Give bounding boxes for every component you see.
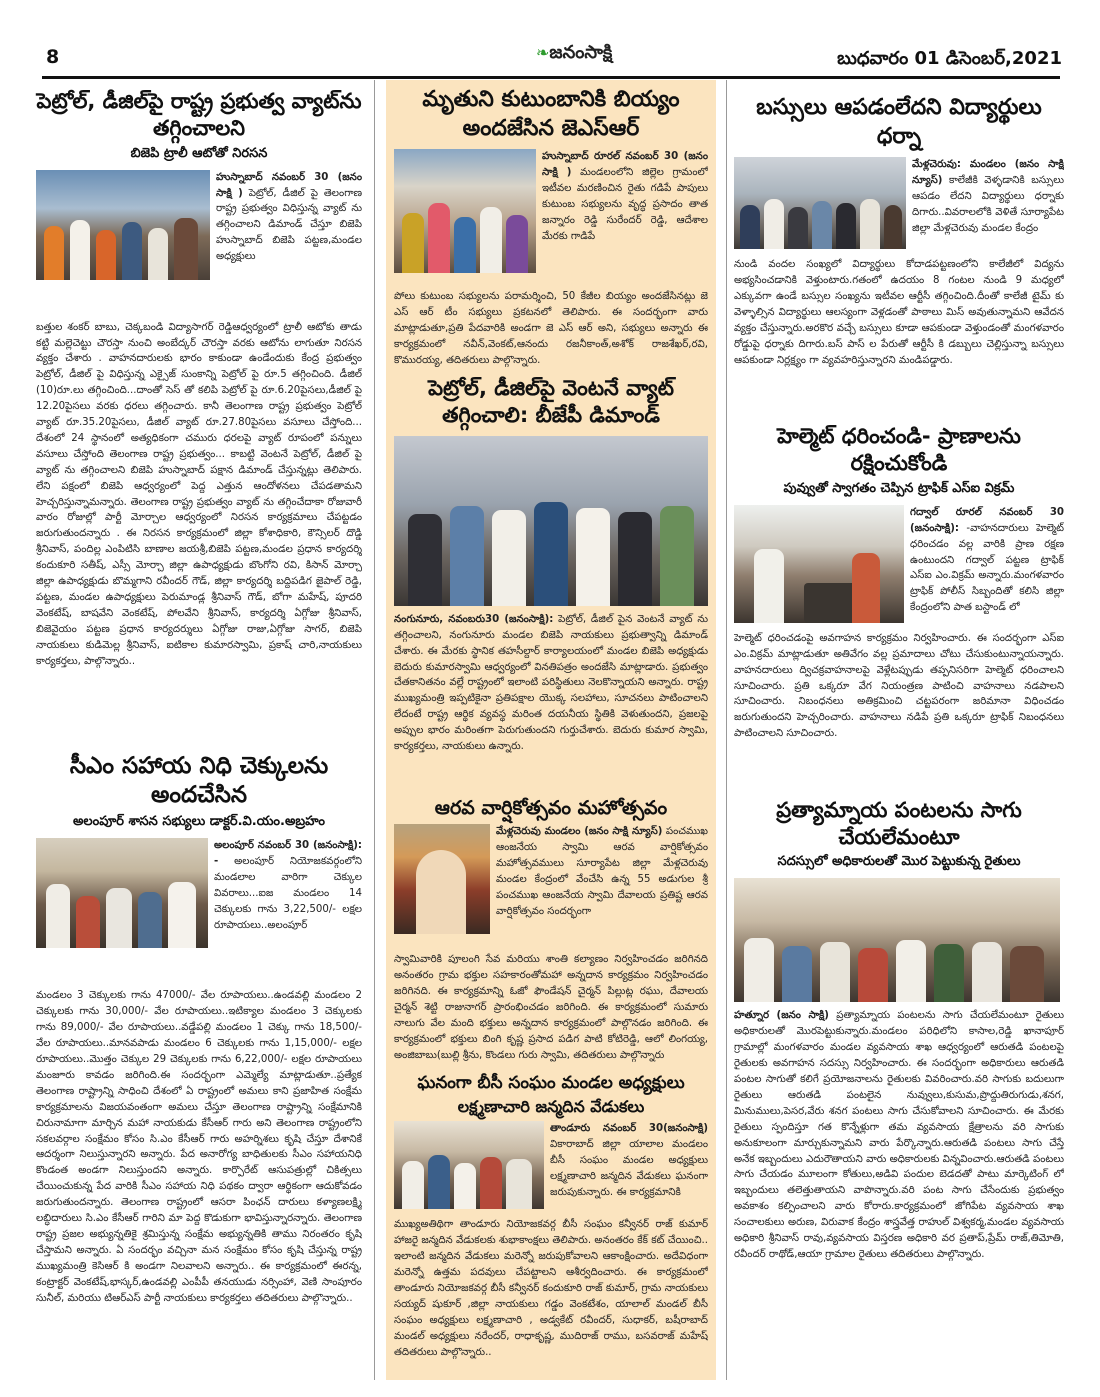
article-bc-birthday: [394, 1072, 708, 1365]
subheadline: బిజెపి ట్రాలీ ఆటోతో నిరసన: [130, 145, 268, 161]
article-body: ప్రత్యామ్నాయ పంటలను సాగు చేయలేమంటూ రైతులు అధికారులతో మొరపెట్టుకున్నారు.మండలం పరిధిలోని కాసాల,రెడ్డి ఖానాపూర్ గ్రామాల్లో మంగళవారం మండల వ్యవసాయ శాఖ ఆధ్వర్యంలో ఆరుతడి పంటలపై రైతులకు అవగాహన సదస్సు నిర్వహించారు. ఈ సందర్భంగా అధికారులు ఆరుతడి పంటల సాగుతో కలిగే ప్రయోజనాలను రైతులకు వివరించారు.వరి సాగుకు బదులుగా రైతులు ఆరుతడి పంటలైన నువ్వులు,కుసుమ,ప్రొద్దుతిరుగుడు,శనగ, మినుములు,పెసర,వేరు శనగ పంటలు సాగు చేసుకోవాలని సూచించారు. ఈ మేరకు రైతులు స్పందిస్తూ గత కొన్నేళ్లుగా తమ వ్యవసాయ క్షేత్రాలను వరి సాగుకు అనుకూలంగా మార్చుకున్నామని వారు పేర్కొన్నారు.ఆరుతడి పంటలు సాగు చేస్తే అనేక ఇబ్బందులు ఎదురౌతాయని వారు అధికారులకు విన్నవించారు.ఆరుతడి పంటలు సాగు చేయడం మూలంగా కోతులు,అడివి పందుల బెడదతో పాటు మార్కెటింగ్ లో ఇబ్బందులు తలెత్తుతాయని వాపొన్నారు.వరి పంట సాగు చేసేందుకు ప్రభుత్వం అవకాశం కల్పించాలని వారు కోరారు.కార్యక్రమంలో జోగిపేట వ్యవసాయ శాఖ సంచాలకులు అరుణ, విరువాక కేంద్రం శాస్త్రవేత్త రాహుల్ విశ్వకర్మ,మండల వ్యవసాయ అధికారి శ్రీనివాస్ రావు,వ్యవసాయ విస్తరణ అధికారి వర ప్రతాప్,ప్రేమ్ రాజ్,తిమోతి, రవీందర్ రాథోడ్,ఆయా గ్రామాల రైతులు తదితరులు పాల్గొన్నారు.: [734, 1010, 1064, 1260]
article-photo: [36, 170, 210, 280]
article-lead: పంచముఖ ఆంజనేయ స్వామి ఆరవ వార్షికోత్సవం మహోత్సవములు సూర్యాపేట జిల్లా మేళ్లచెరువు మండల కేంద్రంలో వేంచేసి ఉన్న 55 అడుగుల శ్రీ పంచముఖ ఆంజనేయ స్వామి దేవాలయ ప్రతిష్ట ఆరవ వార్షికోత్సవం సందర్భంగా: [496, 826, 708, 917]
newspaper-logo: ❧జనంసాక్షి: [536, 42, 613, 63]
subheadline: లక్ష్మణాచారి జన్మదిన వేడుకలు: [457, 1096, 645, 1116]
article-cm-relief-fund: [36, 752, 362, 1369]
article-body: మండలం 3 చెక్కులకు గాను 47000/- వేల రూపాయలు..ఉండవల్లి మండలం 2 చెక్కులకు గాను 30,000/- వేల రూపాయలు..ఇటిక్యాల మండలం 3 చెక్కులకు గాను 89,000/- వేల రూపాయలు..వడ్డేపల్లి మండలం 1 చెక్కు గాను 18,500/- వేల రూపాయలు..మానవపాడు మండలం 6 చెక్కులకు గాను 1,15,000/- లక్షల రూపాయలు..మొత్తం చెక్కుల 29 చెక్కులకు గాను 6,22,000/- లక్షల రూపాయలు మంజూరు కావడం జరిగింది.ఈ సందర్భంగా ఎమ్మెల్యే మాట్లాడుతూ..ప్రత్యేక తెలంగాణ రాష్ట్రాన్ని సాధించి దేశంలో ఏ రాష్ట్రంలో అమలు కాని ప్రజాహిత సంక్షేమ కార్యక్రమాలను విజయవంతంగా అమలు చేస్తూ తెలంగాణ రాష్ట్రాన్ని సంక్షేమానికి చిరునామాగా మార్చిన మహా నాయకుడు కేసీఆర్ గారు అని తెలంగాణ రాష్ట్రంలోని సకలవర్గాల సంక్షేమం కోసం సి.ఎం కేసీఆర్ గారు అహర్నిశలు కృషి చేస్తూ దేశానికే ఆదర్శంగా నిలుస్తున్నారని అన్నారు. పేద అనారోగ్య బాధితులకు సీఎం సహాయనిధి కొండంత అండగా నిలుస్తుందని అన్నారు. కార్పొరేట్ ఆసుపత్రుల్లో చికిత్సలు చేయించుకున్న పేద వారికి సీఎం సహాయ నిధి పథకం ద్వారా ఆర్థికంగా ఆదుకోవడం జరుగుతుందన్నారు. తెలంగాణ రాష్ట్రంలో ఆసరా పింఛన్ దారులు కళ్యాణలక్ష్మి లబ్ధిదారులు సి.ఎం కేసీఆర్ గారిని మా పెద్ద కొడుకుగా భావిస్తున్నారన్నారు. తెలంగాణ రాష్ట్ర ప్రజల అభ్యున్నతికై శ్రమిస్తున్న సంక్షేమ అభ్యున్నతికి తాము నిరంతరం కృషి చేస్తామని అన్నారు. ఏ సందర్భం వచ్చినా మన సంక్షేమం కోసం కృషి చేస్తున్న రాష్ట్ర ముఖ్యమంత్రి కెసిఆర్ కి అండగా నిలవాలని అన్నారు.. ఈ కార్యక్రమంలో ఈరన్న, కంట్రాక్టర్ వెంకటేష్,భాస్కర్,ఉండవల్లి ఎంపీపీ తనయుడు నర్సింహా, వెణి సాంపూరం సునీల్, మరియు టిఆర్ఎస్ పార్టీ నాయకులు కార్యకర్తలు తదితరులు పాల్గొన్నారు..: [36, 990, 362, 1304]
article-lead: కాలేజీకి వెళ్ళడానికి బస్సులు ఆపడం లేదని విద్యార్థులు ధర్నాకు దిగారు..వివరాలలోకి వెళితే సూర్యాపేట జిల్లా మేళ్లచెరువు మండల కేంద్రం: [912, 175, 1064, 234]
article-lead: మండలంలోని జిల్లెల గ్రామంలో ఇటీవల మరణించిన రైతు గడిపే పాపులు కుటుంబ సభ్యులను వృద్ధ ప్రసాదం తాత జన్నారం రెడ్డి సురేందర్ రెడ్డి, ఆదేశాల మేరకు గాడిపే: [542, 167, 708, 242]
headline: సీఎం సహాయ నిధి చెక్కులను అందచేసిన: [69, 752, 329, 809]
article-body: పోలు కుటుంబ సభ్యులను పరామర్శించి, 50 కేజీల బియ్యం అందజేసినట్లు జె ఎస్ ఆర్ టీం సభ్యులు ప్రకటనలో తెలిపారు. ఈ సందర్భంగా వారు మాట్లాడుతూ,ప్రతి పేదవారికి అండగా జె ఎస్ ఆర్ అని, సభ్యులు అన్నారు ఈ కార్యక్రమంలో నవీన్,వెంకట్,ఆనందు రజనీకాంత్,అశోక్ రాజశేఖర్,రవి, కొమురయ్య, తదితరులు పాల్గొన్నారు.: [394, 291, 708, 366]
dateline: హత్నూర (జనం సాక్షి): [734, 1010, 829, 1022]
column-divider: [726, 80, 727, 1380]
issue-date: బుధవారం 01 డిసెంబర్,2021: [837, 48, 1062, 69]
page-number: 8: [46, 46, 60, 68]
article-body: హెల్మెట్ ధరించడంపై అవగాహన కార్యక్రమం నిర్వహించారు. ఈ సందర్భంగా ఎస్ఐ ఎం.విక్రమ్ మాట్లాడుతూ అతివేగం వల్ల ప్రమాదాలు చోటు చేసుకుంటున్నాయన్నారు. వాహనదారులు ద్విచక్రవాహనాలపై వెళ్లేటప్పుడు తప్పనిసరిగా హెల్మెట్ ధరించాలని సూచించారు. ప్రతి ఒక్కరూ వేగ నియంత్రణ పాటించి వాహనాలు నడపాలని సూచించారు. నిబంధనలు అతిక్రమించి చట్టపరంగా జరిమానా విధించడం జరుగుతుందని హెచ్చరించారు. వాహనాలు నడిపే ప్రతి ఒక్కరూ ట్రాఫిక్ నిబంధనలు పాటించాలని సూచించారు.: [734, 632, 1064, 740]
article-photo: [394, 1121, 544, 1209]
column-2: [386, 80, 716, 1380]
column-3: [734, 80, 1064, 1308]
dateline: హుస్నాబాద్ రూరల్ నవంబర్ 30 (జనం సాక్షి ): [542, 151, 708, 179]
dateline: మేళ్లచెరువు: మండలం (జనం సాక్షి న్యూస్): [912, 159, 1064, 187]
subheadline: సదస్సులో అధికారులతో మొర పెట్టుకున్న రైతులు: [777, 854, 1021, 870]
article-body: పెట్రోల్, డీజిల్ పైన వెంటనే వ్యాట్ ను తగ్గించాలని, నంగునూరు మండల బిజెపి నాయకులు ప్రభుత్వాన్ని డిమాండ్ చేశారు. ఈ మేరకు స్థానిక తహసీల్దార్ కార్యాలయంలో మండల బిజెపి అధ్యక్షుడు బెదురు కుమారస్వామి ఆధ్వర్యంలో వినతిపత్రం అందజేసి మాట్లాడారు. ప్రభుత్వం చేతకానితనం వల్లే రాష్ట్రంలో ఇలాంటి పరిస్థితులు నెలకొన్నాయని అన్నారు. రాష్ట్ర ముఖ్యమంత్రి ఇప్పటికైనా ప్రతిపక్షాల యొక్క సలహాలు, సూచనలు పాటించాలని లేదంటే రాష్ట్ర ఆర్థిక వ్యవస్థ మరింత దయనీయ స్థితికి వెళుతుందని, ప్రజలపై అప్పుల భారం మరింతగా పెరుగుతుందని గుర్తుచేశారు. బెదురు కుమార స్వామి, కార్యకర్తలు, నాయకులు ఉన్నారు.: [394, 613, 708, 753]
article-photo: [394, 824, 490, 934]
article-helmet-awareness: [734, 423, 1064, 791]
article-bjp-trolley-protest: [36, 88, 362, 746]
headline: ఘనంగా బీసీ సంఘం మండల అధ్యక్షులు: [417, 1073, 685, 1094]
article-body: ముఖ్యఅతిథిగా తాండూరు నియోజకవర్గ బీసీ సంఘం కన్వీనర్ రాజ్ కుమార్ హాజరై జన్మదిన వేడుకలకు శుభాకాంక్షలు తెలిపారు. అనంతరం కేక్ కట్ చేయించి.. ఇలాంటి జన్మదిన వేడుకలు మరెన్నో జరుపుకోవాలని ఆకాంక్షించారు. అదేవిధంగా మరెన్నో ఉత్తమ పదవులు చేపట్టాలని ఆశీర్వదించారు. ఈ కార్యక్రమంలో తాండూరు నియోజకవర్గ బీసీ కన్వీనర్ కందుకూరి రాజ్ కుమార్, గ్రామ నాయకులు సయ్యద్ షుకూర్ ,జిల్లా నాయకులు గడ్డం వెంకటేశం, యాలాల్ మండల్ బీసీ సంఘం అధ్యక్షులు లక్ష్మణాచారి , అడ్వకేట్ రవీందర్, సుధాకర్, బషీరాబాద్ మండల్ అధ్యక్షులు నరేందర్, రాధాకృష్ణ, ముదిరాజ్ రాము, బసవరాజ్ మహేష్ తదితరులు పాల్గొన్నారు..: [394, 1219, 708, 1358]
article-students-dharna: [734, 94, 1064, 417]
article-lead: పెట్రోల్, డీజిల్ పై తెలంగాణ రాష్ట్ర ప్రభుత్వం విధిస్తున్న వ్యాట్ ను తగ్గించాలని డిమాండ్ చేస్తూ బిజెపి హుస్నాబాద్ బిజెపి పట్టణ,మండల అధ్యక్షులు: [216, 187, 362, 263]
article-alternate-crops: [734, 797, 1064, 1309]
article-photo: [734, 878, 1060, 1002]
article-photo: [36, 838, 208, 948]
article-body: బత్తుల శంకర్ బాబు, చెక్కబండి విద్యాసాగర్ రెడ్డిఆధ్వర్యంలో ట్రాలీ ఆటోకు తాడు కట్టి మల్లెచెట్టు చౌరస్తా నుంచి అంబేద్కర్ చౌరస్తా వరకు ఆటోను లాగుతూ నిరసన వ్యక్తం చేశారు . వాహనదారులకు భారం కాకుండా ఉండేందుకు కేంద్ర ప్రభుత్వం పెట్రోల్, డీజిల్ పై విధిస్తున్న ఎక్సైజ్ సుంకాన్ని పెట్రోల్ పై రూ.5 తగ్గించింది. డీజిల్ (10)రూ.లు తగ్గించింది...దాంతో సెస్ తో కలిపి పెట్రోల్ పై రూ.6.20పైసలు,డీజిల్ పై 12.20పైసలు వరకు ధరలు తగ్గించారు. కానీ తెలంగాణ రాష్ట్ర ప్రభుత్వం పెట్రోల్ వ్యాట్ రూ.35.20పైసలు, డీజిల్ వ్యాట్ రూ.27.80పైసలు వసూలు చేస్తోంది... దేశంలో 24 స్థానంలో అత్యధికంగా చమురు ధరలపై వ్యాట్ రూపంలో పన్నులు వసూలు చేస్తోంది తెలంగాణ రాష్ట్ర ప్రభుత్వం... కాబట్టి వెంటనే పెట్రోల్, డీజిల్ పై వ్యాట్ ను తగ్గించాలని బిజెపి హుస్నాబాద్ పక్షాన డిమాండ్ చేస్తున్నట్లు తెలిపారు. లేని పక్షంలో బిజెపి ఆధ్వర్యంలో పెద్ద ఎత్తున ఆందోళనలు చేపడతామని హెచ్చరిస్తున్నామన్నారు. తెలంగాణ రాష్ట్ర ప్రభుత్వం వ్యాట్ ను తగ్గించేదాకా రోజువారీ వారం రోజుల్లో పార్టీ మోర్చాల ఆధ్వర్యంలో నిరసన కార్యక్రమాలు చేపట్టడం జరుగుతుందన్నారు . ఈ నిరసన కార్యక్రమంలో జిల్లా కోశాధికారి, కౌన్సిలర్ దొడ్డి శ్రీనివాస్, పందిల్ల ఎంపిటిసి బాణాల జయశ్రీ,బిజెపి పట్టణ,మండల ప్రధాన కార్యదర్శి కందుకూరి సతీష్, ఎస్సీ మోర్చా జిల్లా ఉపాధ్యక్షుడు బొంగోని రవి, కిసాన్ మోర్చా జిల్లా ఉపాధ్యక్షుడు బొమ్మగాని రవీందర్ గౌడ్, జిల్లా కార్యదర్శి బద్దిపడిగ జైపాల్ రెడ్డి, పట్టణ, మండల ఉపాధ్యక్షులు పెరుమాండ్ల శ్రీనివాస్ గౌడ్, బోగా మహేష్, పూదరి వెంకటేష్, బాషవేని వెంకటేష్, పోలవేని శ్రీనివాస్, కార్యదర్శి ఏగ్గోజు శ్రీనివాస్, బిజెవైయం పట్టణ ప్రధాన కార్యదర్శులు ఏగ్గోజు రాజు,ఏగ్గోజు సాగర్, బిజెపి నాయకులు కుడిమెల్ల శ్రీనివాస్, ఐటికాల కుమారస్వామి, ప్రకాష్ చారి,నాయకులు కార్యకర్తలు, పాల్గొన్నారు..: [36, 321, 362, 667]
headline: మృతుని కుటుంబానికి బియ్యం అందజేసిన జెఎస్ఆర్: [422, 87, 680, 141]
leaf-icon: ❧: [536, 43, 550, 62]
article-lead: అలంపూర్ నియోజకవర్గంలోని మండలాల వారిగా చెక్కుల వివరాలు...ఐజ మండలం 14 చెక్కులకు గాను 3,22,500/- లక్షల రూపాయలు..అలంపూర్: [214, 856, 362, 931]
headline: ఆరవ వార్షికోత్సవం మహోత్సవం: [434, 796, 668, 819]
article-anniversary: [394, 796, 708, 1065]
article-body: స్వామివారికి పూలంగి సేవ మరియు శాంతి కల్యాణం నిర్వహించడం జరిగినది అనంతరం గ్రామ భక్తుల సహకారంతోమహా అన్నదాన కార్యక్రమం నిర్వహించడం జరిగినది. ఈ కార్యక్రమాన్ని ఓజో ఫౌండేషన్ చైర్మన్ పిల్లుట్ల రఘు, దేవాలయ చైర్మన్ శెట్టి రాజునాగర్ ప్రారంభించడం జరిగింది. ఈ కార్యక్రమంలో సుమారు నాలుగు వేల మంది భక్తులు అన్నదాన కార్యక్రమంలో పాల్గొనడం జరిగింది. ఈ కార్యక్రమంలో భక్తులు బింగి కృష్ణ ప్రసాద పడిగ పాటి కోటిరెడ్డి, ఆలో లింగయ్య, అంజిబాబు(బుల్లి శ్రీను, కొండలు గురు స్వామి, తదితరులు పాల్గొన్నారు: [394, 954, 708, 1061]
column-1: [36, 80, 362, 1368]
subheadline: అలంపూర్ శాసన సభ్యులు డాక్టర్.వి.యం.అబ్రహం: [73, 814, 325, 830]
dateline: గద్వాల్ రూరల్ నవంబర్ 30 (జనంసాక్షి):: [910, 506, 1064, 534]
masthead: [30, 40, 1070, 74]
dateline: తాండూరు నవంబర్ 30(జనంసాక్షి): [550, 1123, 708, 1135]
headline: పెట్రోల్, డీజిల్‌పై రాష్ట్ర ప్రభుత్వ వ్యాట్‌ను తగ్గించాలని: [36, 89, 362, 141]
dateline: నంగునూరు, నవంబరు30 (జనంసాక్షి):: [394, 613, 554, 625]
dateline: హుస్నాబాద్ నవంబర్ 30 (జనం సాక్షి ): [216, 171, 362, 199]
article-photo: [394, 436, 708, 606]
headline: బస్సులు ఆపడంలేదని విద్యార్థులు ధర్నా: [756, 95, 1042, 149]
article-photo: [734, 505, 904, 623]
masthead-rule: [42, 76, 1060, 79]
article-bjp-vat-demand: [394, 375, 708, 790]
dateline: మేళ్లచెరువు మండలం (జనం సాక్షి న్యూస్): [496, 826, 663, 838]
article-body: నుండి వందల సంఖ్యలో విద్యార్థులు కోదాడపట్టణంలోని కాలేజీలో విద్యను అభ్యసించడానికి వెళ్తుంటారు.గతంలో ఉదయం 8 గంటల నుండి 9 మధ్యలో ఎక్కువగా ఉండే బస్సుల సంఖ్యను ఇటీవల ఆర్టీసీ తగ్గించింది.దీంతో కాలేజీ టైమ్ కు వెళ్ళాల్సిన విద్యార్థులు ఆలస్యంగా వెళ్లడంతో పాఠాలు మిస్ అవుతున్నామని ఆవేదన వ్యక్తం చేస్తున్నారు.అరకొర వచ్చే బస్సులు కూడా ఆపకుండా వెళ్తుండంతో మంగళవారం రోడ్డుపై ధర్నాకు దిగారు.బస్ పాస్ ల పేరుతో ఆర్టీసీ కి డబ్బులు చెల్లిస్తున్నా బస్సులు ఆపకుండా నిర్లక్ష్యం గా వ్యవహరిస్తున్నారని మండిపడ్డారు.: [734, 259, 1064, 366]
dateline: అలంపూర్ నవంబర్ 30 (జనంసాక్షి): -: [214, 840, 362, 868]
article-lead: -వాహనదారులు హెల్మెట్ ధరించడం వల్ల వారికి ప్రాణ రక్షణ ఉంటుందని గద్వాల్ పట్టణ ట్రాఫిక్ ఎస్ఐ ఎం.విక్రమ్ అన్నారు.మంగళవారం ట్రాఫిక్ పోలీస్ సిబ్బందితో కలిసి జిల్లా కేంద్రంలోని పాత బస్టాండ్ లో: [910, 522, 1064, 614]
headline: ప్రత్యామ్నాయ పంటలను సాగు చేయలేమంటూ: [776, 797, 1022, 850]
subheadline: పువ్వుతో స్వాగతం చెప్పిన ట్రాఫిక్ ఎస్ఐ విక్రమ్: [783, 480, 1015, 496]
headline: పెట్రోల్, డీజిల్‌పై వెంటనే వ్యాట్ తగ్గించాలి: బీజేపీ డిమాండ్: [428, 376, 674, 428]
article-photo: [734, 157, 906, 249]
article-lead: వికారాబాద్ జిల్లా యాలాల మండలం బీసీ సంఘం మండల అధ్యక్షులు లక్ష్మణాచారి జన్మదిన వేడుకలు ఘనంగా జరుపుకున్నారు. ఈ కార్యక్రమానికి: [550, 1139, 708, 1198]
article-rice-donation: [394, 86, 708, 369]
article-photo: [394, 149, 536, 273]
column-divider: [374, 80, 375, 1380]
headline: హెల్మెట్ ధరించండి- ప్రాణాలను రక్షించుకోండి: [777, 424, 1021, 476]
